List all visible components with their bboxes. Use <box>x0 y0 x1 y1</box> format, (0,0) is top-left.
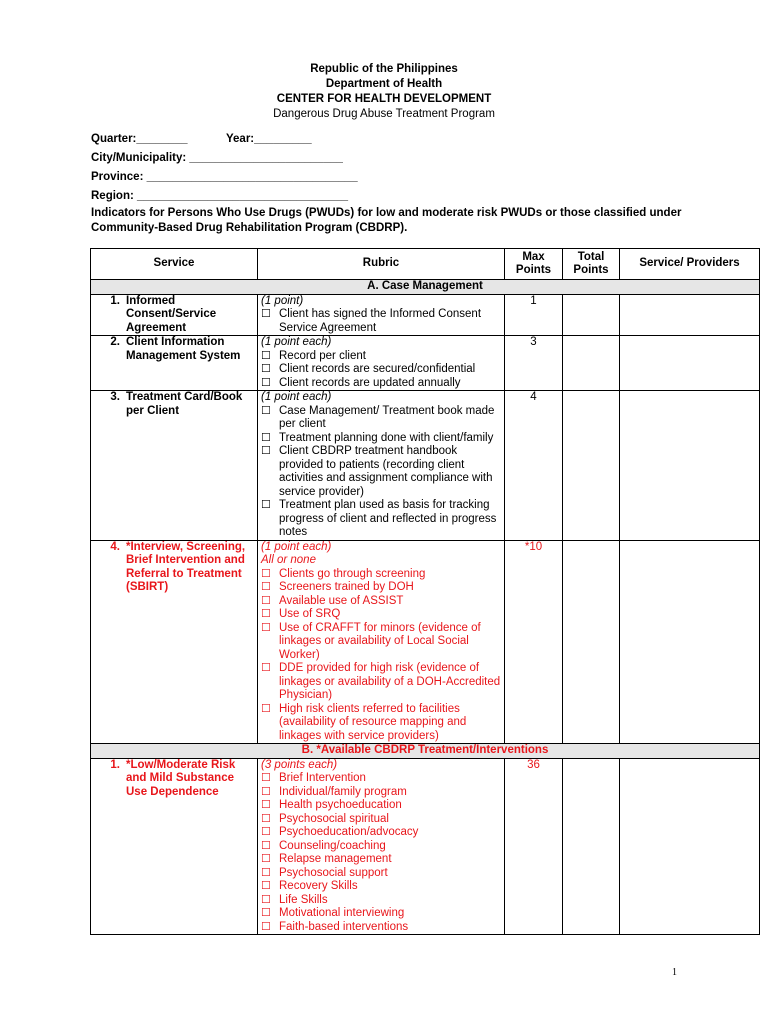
rubric-item <box>261 581 501 595</box>
document-header <box>0 62 768 122</box>
rubric-item-text: Life Skills <box>279 893 328 906</box>
service-cell <box>91 540 258 744</box>
page-number: 1 <box>672 967 677 978</box>
rubric-item-text: Counseling/coaching <box>279 839 386 852</box>
checkbox-icon[interactable]: ☐ <box>261 581 271 593</box>
section-b-row <box>91 744 760 759</box>
rubric-item <box>261 703 501 744</box>
header-program: Dangerous Drug Abuse Treatment Program <box>273 108 495 120</box>
checkbox-icon[interactable]: ☐ <box>261 404 271 417</box>
checkbox-icon[interactable]: ☐ <box>261 567 271 580</box>
rubric-item-text: Client has signed the Informed Consent Service Agreement <box>279 308 482 334</box>
checkbox-icon[interactable]: ☐ <box>261 826 271 838</box>
rubric-item-text: Available use of ASSIST <box>279 594 404 607</box>
checkbox-icon[interactable]: ☐ <box>261 499 271 511</box>
providers-cell[interactable] <box>620 391 760 541</box>
max-points-cell: 3 <box>505 336 563 391</box>
service-name: Informed Consent/Service Agreement <box>126 294 217 334</box>
service-number: 3. <box>110 391 120 403</box>
all-or-none-note: All or none <box>261 554 316 566</box>
rubric-item <box>261 499 501 540</box>
checkbox-icon[interactable]: ☐ <box>261 363 271 375</box>
rubric-item <box>261 595 501 609</box>
rubric-item-text: Brief Intervention <box>279 772 366 784</box>
checkbox-icon[interactable]: ☐ <box>261 799 271 811</box>
rubric-item-text: Client records are secured/confidential <box>279 363 476 375</box>
rubric-item <box>261 432 501 446</box>
service-cell <box>91 758 258 935</box>
header-center: CENTER FOR HEALTH DEVELOPMENT <box>276 93 492 105</box>
rubric-cell <box>258 336 505 391</box>
rubric-item <box>261 786 501 800</box>
checkbox-icon[interactable]: ☐ <box>261 445 271 457</box>
service-name: Treatment Card/Book per Client <box>126 391 243 417</box>
table-row <box>91 294 760 336</box>
rubric-item <box>261 840 501 854</box>
service-number: 1. <box>110 758 120 771</box>
rubric-item-text: Use of CRAFFT for minors (evidence of linkages or availability of Local Social Worker) <box>279 621 481 661</box>
rubric-cell <box>258 540 505 744</box>
service-name: *Low/Moderate Risk and Mild Substance Use Dependence <box>126 758 236 798</box>
rubric-item-text: Record per client <box>279 349 366 362</box>
service-cell <box>91 294 258 336</box>
checkbox-icon[interactable]: ☐ <box>261 431 271 444</box>
rubric-item <box>261 867 501 881</box>
max-points-cell: 36 <box>505 758 563 935</box>
checkbox-icon[interactable]: ☐ <box>261 308 271 320</box>
header-department: Department of Health <box>325 78 443 90</box>
header-total-points: Total Points <box>563 249 620 280</box>
rubric-item-text: Client records are updated annually <box>279 376 461 389</box>
points-note: (1 point) <box>261 294 304 307</box>
rubric-item-text: Motivational interviewing <box>279 907 405 919</box>
rubric-item <box>261 826 501 840</box>
table-row <box>91 758 760 935</box>
rubric-item <box>261 608 501 622</box>
table-header-row <box>91 249 760 280</box>
year-field[interactable]: Year:_________ <box>226 133 312 145</box>
rubric-cell <box>258 391 505 541</box>
points-note: (3 points each) <box>261 758 338 771</box>
rubric-item-text: Client CBDRP treatment handbook provided to patients (recording client activities and assignment compliance with service provider) <box>279 445 493 498</box>
checkbox-icon[interactable]: ☐ <box>261 608 271 620</box>
rubric-cell <box>258 294 505 336</box>
rubric-item <box>261 880 501 894</box>
rubric-item-text: Recovery Skills <box>279 880 358 892</box>
rubric-item <box>261 308 501 335</box>
rubric-item-text: Individual/family program <box>279 785 407 798</box>
service-cell <box>91 391 258 541</box>
quarter-year-line <box>91 130 358 149</box>
header-providers: Service/ Providers <box>620 249 760 280</box>
rubric-item-text: Relapse management <box>279 853 392 865</box>
total-points-cell[interactable] <box>563 336 620 391</box>
header-rubric: Rubric <box>258 249 505 280</box>
max-points-cell: 1 <box>505 294 563 336</box>
service-name: Client Information Management System <box>126 336 241 362</box>
rubric-item <box>261 350 501 364</box>
providers-cell[interactable] <box>620 758 760 935</box>
province-field[interactable]: Province: _________________________________ <box>91 171 358 183</box>
checkbox-icon[interactable]: ☐ <box>261 853 271 865</box>
max-points-cell: *10 <box>505 540 563 744</box>
table-row <box>91 391 760 541</box>
rubric-item <box>261 907 501 921</box>
total-points-cell[interactable] <box>563 758 620 935</box>
section-b-title: B. *Available CBDRP Treatment/Interventions <box>91 744 760 759</box>
header-max-points: Max Points <box>505 249 563 280</box>
header-service: Service <box>91 249 258 280</box>
checkbox-icon[interactable]: ☐ <box>261 880 271 892</box>
total-points-cell[interactable] <box>563 540 620 744</box>
rubric-item <box>261 772 501 786</box>
checkbox-icon[interactable]: ☐ <box>261 772 271 784</box>
checkbox-icon[interactable]: ☐ <box>261 907 271 919</box>
checkbox-icon[interactable]: ☐ <box>261 920 271 933</box>
providers-cell[interactable] <box>620 540 760 744</box>
region-field[interactable]: Region: _________________________________ <box>91 190 349 202</box>
rubric-item-text: Treatment planning done with client/family <box>279 431 494 444</box>
rubric-item-text: Health psychoeducation <box>279 799 402 811</box>
section-a-row <box>91 280 760 295</box>
rubric-item <box>261 921 501 935</box>
total-points-cell[interactable] <box>563 391 620 541</box>
rubric-item <box>261 568 501 582</box>
rubric-item <box>261 405 501 432</box>
rubric-item <box>261 799 501 813</box>
header-country: Republic of the Philippines <box>310 63 458 75</box>
rubric-item-text: Case Management/ Treatment book made per client <box>279 404 495 430</box>
rubric-item-text: Psychosocial support <box>279 866 388 879</box>
service-cell <box>91 336 258 391</box>
checkbox-icon[interactable]: ☐ <box>261 839 271 852</box>
rubric-item <box>261 894 501 908</box>
section-a-title: A. Case Management <box>91 280 760 295</box>
points-note: (1 point each) <box>261 336 332 348</box>
rubric-item-text: DDE provided for high risk (evidence of linkages or availability of a DOH-Accredited Physician) <box>279 662 501 701</box>
rubric-item <box>261 853 501 867</box>
checkbox-icon[interactable]: ☐ <box>261 812 271 825</box>
checkbox-icon[interactable]: ☐ <box>261 702 271 715</box>
rubric-item <box>261 445 501 499</box>
service-number: 4. <box>110 540 120 553</box>
table-row <box>91 336 760 391</box>
points-note: (1 point each) <box>261 540 332 553</box>
rubric-item-text: Clients go through screening <box>279 567 426 580</box>
points-note: (1 point each) <box>261 391 332 403</box>
rubric-item <box>261 363 501 377</box>
max-points-cell: 4 <box>505 391 563 541</box>
rubric-item <box>261 662 501 703</box>
checkbox-icon[interactable]: ☐ <box>261 621 271 634</box>
rubric-item-text: Use of SRQ <box>279 608 341 620</box>
checkbox-icon[interactable]: ☐ <box>261 376 271 389</box>
service-number: 2. <box>110 336 120 348</box>
quarter-field[interactable]: Quarter:________ <box>91 133 188 145</box>
service-name: *Interview, Screening, Brief Intervention and Referral to Treatment (SBIRT) <box>126 540 246 593</box>
providers-cell[interactable] <box>620 336 760 391</box>
checkbox-icon[interactable]: ☐ <box>261 662 271 674</box>
rubric-item-text: High risk clients referred to facilities (availability of resource mapping and linkages with service providers) <box>279 702 467 742</box>
checkbox-icon[interactable]: ☐ <box>261 594 271 607</box>
checkbox-icon[interactable]: ☐ <box>261 866 271 879</box>
checkbox-icon[interactable]: ☐ <box>261 785 271 798</box>
providers-cell[interactable] <box>620 294 760 336</box>
checkbox-icon[interactable]: ☐ <box>261 893 271 906</box>
rubric-item-text: Faith-based interventions <box>279 920 409 933</box>
table-row <box>91 540 760 744</box>
rubric-item <box>261 622 501 663</box>
rubric-item-text: Treatment plan used as basis for tracking progress of client and reflected in progress notes <box>279 499 497 538</box>
checkbox-icon[interactable]: ☐ <box>261 349 271 362</box>
rubric-item <box>261 813 501 827</box>
total-points-cell[interactable] <box>563 294 620 336</box>
indicators-heading: Indicators for Persons Who Use Drugs (PWUDs) for low and moderate risk PWUDs or those classified under Community-Based Drug Rehabilitation Program (CBDRP). <box>91 207 682 234</box>
rubric-item-text: Psychoeducation/advocacy <box>279 826 419 838</box>
rubric-item <box>261 377 501 391</box>
rubric-item-text: Screeners trained by DOH <box>279 581 414 593</box>
rubric-table <box>90 248 760 935</box>
rubric-item-text: Psychosocial spiritual <box>279 812 389 825</box>
rubric-cell <box>258 758 505 935</box>
city-field[interactable]: City/Municipality: ________________________ <box>91 152 343 164</box>
form-fields <box>91 130 358 206</box>
service-number: 1. <box>110 294 120 307</box>
